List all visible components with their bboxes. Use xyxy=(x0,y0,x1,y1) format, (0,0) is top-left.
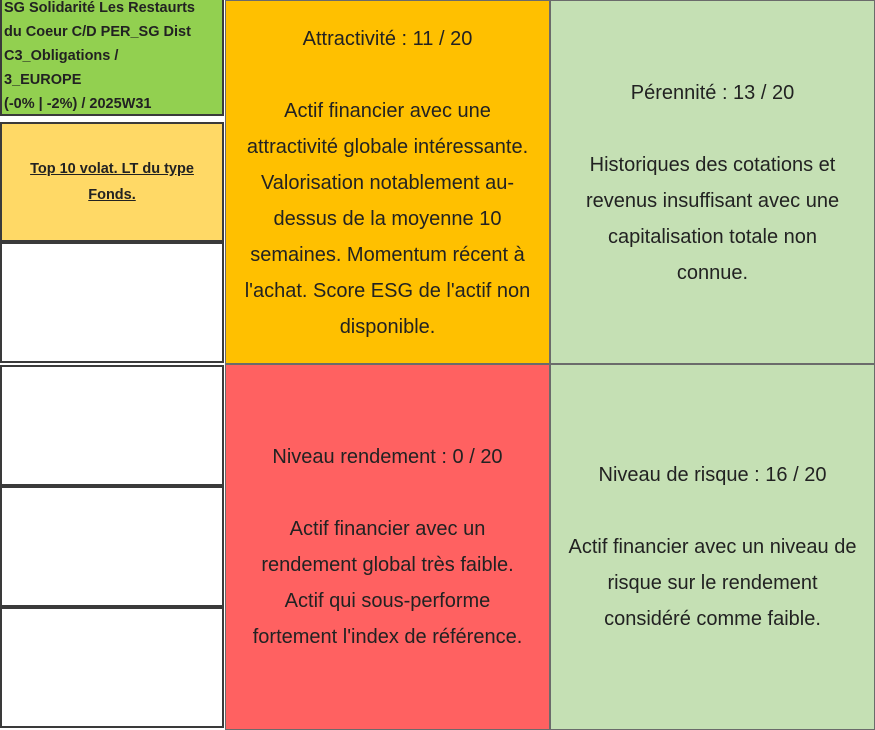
top10-cell xyxy=(0,122,224,242)
risque-line: risque sur le rendement xyxy=(607,572,818,594)
fund-name-line: SG Solidarité Les Restaurts xyxy=(4,0,195,16)
rendement-cell xyxy=(225,364,550,730)
fund-name-cell xyxy=(0,0,224,116)
rendement-title: Niveau rendement : 0 / 20 xyxy=(272,446,503,468)
rendement-line: fortement l'index de référence. xyxy=(252,626,523,648)
empty-cell xyxy=(0,365,224,486)
perennite-line: connue. xyxy=(676,262,749,284)
attractivite-title: Attractivité : 11 / 20 xyxy=(302,28,473,50)
empty-cell xyxy=(0,242,224,363)
risque-line: considéré comme faible. xyxy=(604,608,821,630)
perennite-line: revenus insuffisant avec une xyxy=(585,190,840,212)
attractivite-line: attractivité globale intéressante. xyxy=(246,136,529,158)
attractivite-line: semaines. Momentum récent à xyxy=(250,244,525,266)
fund-name-line: (-0% | -2%) / 2025W31 xyxy=(4,96,152,112)
rendement-line: Actif financier avec un xyxy=(289,518,486,540)
attractivite-line: Valorisation notablement au- xyxy=(260,172,515,194)
perennite-line: Historiques des cotations et xyxy=(589,154,836,176)
perennite-title: Pérennité : 13 / 20 xyxy=(630,82,795,104)
attractivite-line: disponible. xyxy=(339,316,436,338)
top10-label: Top 10 volat. LT du type Fonds. xyxy=(30,161,194,203)
attractivite-cell xyxy=(225,0,550,364)
risque-cell xyxy=(550,364,875,730)
perennite-cell xyxy=(550,0,875,364)
attractivite-line: Actif financier avec une xyxy=(284,100,491,122)
risque-title: Niveau de risque : 16 / 20 xyxy=(598,464,827,486)
empty-cell xyxy=(0,486,224,607)
rendement-line: Actif qui sous-performe xyxy=(284,590,491,612)
attractivite-line: l'achat. Score ESG de l'actif non xyxy=(244,280,531,302)
attractivite-line: dessus de la moyenne 10 xyxy=(273,208,502,230)
perennite-line: capitalisation totale non xyxy=(607,226,818,248)
risque-line: Actif financier avec un niveau de xyxy=(568,536,857,558)
fund-name-line: 3_EUROPE xyxy=(4,72,82,88)
fund-name-line: C3_Obligations / xyxy=(4,48,119,64)
empty-cell xyxy=(0,607,224,728)
fund-name-line: du Coeur C/D PER_SG Dist xyxy=(4,24,191,40)
rendement-line: rendement global très faible. xyxy=(261,554,514,576)
